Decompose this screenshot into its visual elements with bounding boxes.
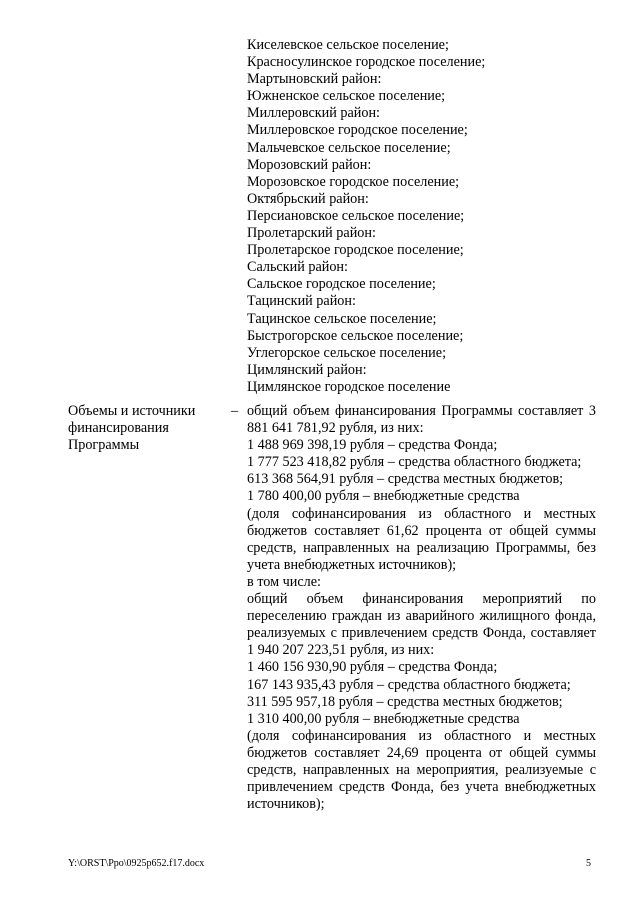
financing-text [247, 403, 596, 813]
list-item: Мальчевское сельское поселение; [247, 139, 451, 156]
list-item: Тацинский район: [247, 293, 356, 310]
page-number: 5 [586, 858, 591, 869]
list-item: Цимлянский район: [247, 361, 367, 378]
list-item: Южненское сельское поселение; [247, 88, 446, 105]
list-item: Сальское городское поселение; [247, 276, 436, 293]
list-item: Морозовский район: [247, 156, 372, 173]
paragraph: 1 780 400,00 рубля – внебюджетные средства [247, 488, 520, 505]
paragraph: 1 310 400,00 рубля – внебюджетные средства [247, 710, 520, 727]
paragraph: (доля софинансирования из областного и местных бюджетов составляет 61,62 процента от общей суммы средств, направленных на реализацию Программы, без учета внебюджетных источников); [247, 505, 596, 573]
list-item: Мартыновский район: [247, 71, 382, 88]
paragraph: 613 368 564,91 рубля – средства местных бюджетов; [247, 471, 564, 488]
list-item: Цимлянское городское поселение [247, 378, 451, 395]
section-label-line: Объемы и источники [68, 403, 196, 419]
list-item: Пролетарский район: [247, 225, 376, 242]
section-label-line: финансирования [68, 420, 169, 437]
section-label [68, 403, 228, 454]
label-dash: – [231, 403, 239, 419]
list-item: Октябрьский район: [247, 190, 369, 207]
paragraph: общий объем финансирования мероприятий по переселению граждан из аварийного жилищного фонда, реализуемых с привлечением средств Фонда, составляет 1 940 207 223,51 рубля, из них: [247, 591, 596, 659]
paragraph: 1 460 156 930,90 рубля – средства Фонда; [247, 659, 498, 676]
list-item: Миллеровский район: [247, 105, 381, 122]
list-item: Персиановское сельское поселение; [247, 207, 465, 224]
paragraph: общий объем финансирования Программы составляет 3 881 641 781,92 рубля, из них: [247, 403, 596, 437]
list-item: Красносулинское городское поселение; [247, 54, 486, 71]
paragraph: 311 595 957,18 рубля – средства местных бюджетов; [247, 693, 563, 710]
list-item: Углегорское сельское поселение; [247, 344, 447, 361]
list-item: Морозовское городское поселение; [247, 173, 460, 190]
list-item: Тацинское сельское поселение; [247, 310, 437, 327]
section-label-line: Программы [68, 437, 140, 454]
list-item: Миллеровское городское поселение; [247, 122, 468, 139]
list-item: Быстрогорское сельское поселение; [247, 327, 464, 344]
paragraph: 1 488 969 398,19 рубля – средства Фонда; [247, 437, 498, 454]
paragraph: 1 777 523 418,82 рубля – средства областного бюджета; [247, 454, 582, 471]
paragraph: 167 143 935,43 рубля – средства областного бюджета; [247, 676, 571, 693]
list-item: Пролетарское городское поселение; [247, 242, 464, 259]
footer-file-path: Y:\ORST\Ppo\0925p652.f17.docx [68, 858, 205, 869]
paragraph: в том числе: [247, 573, 321, 590]
list-item: Сальский район: [247, 259, 348, 276]
settlement-list [247, 37, 597, 396]
list-item: Киселевское сельское поселение; [247, 37, 449, 53]
paragraph: (доля софинансирования из областного и местных бюджетов составляет 24,69 процента от общей суммы средств, направленных на мероприятия, реализуемые с привлечением средств Фонда, без учета внебюджетных источников); [247, 727, 596, 813]
